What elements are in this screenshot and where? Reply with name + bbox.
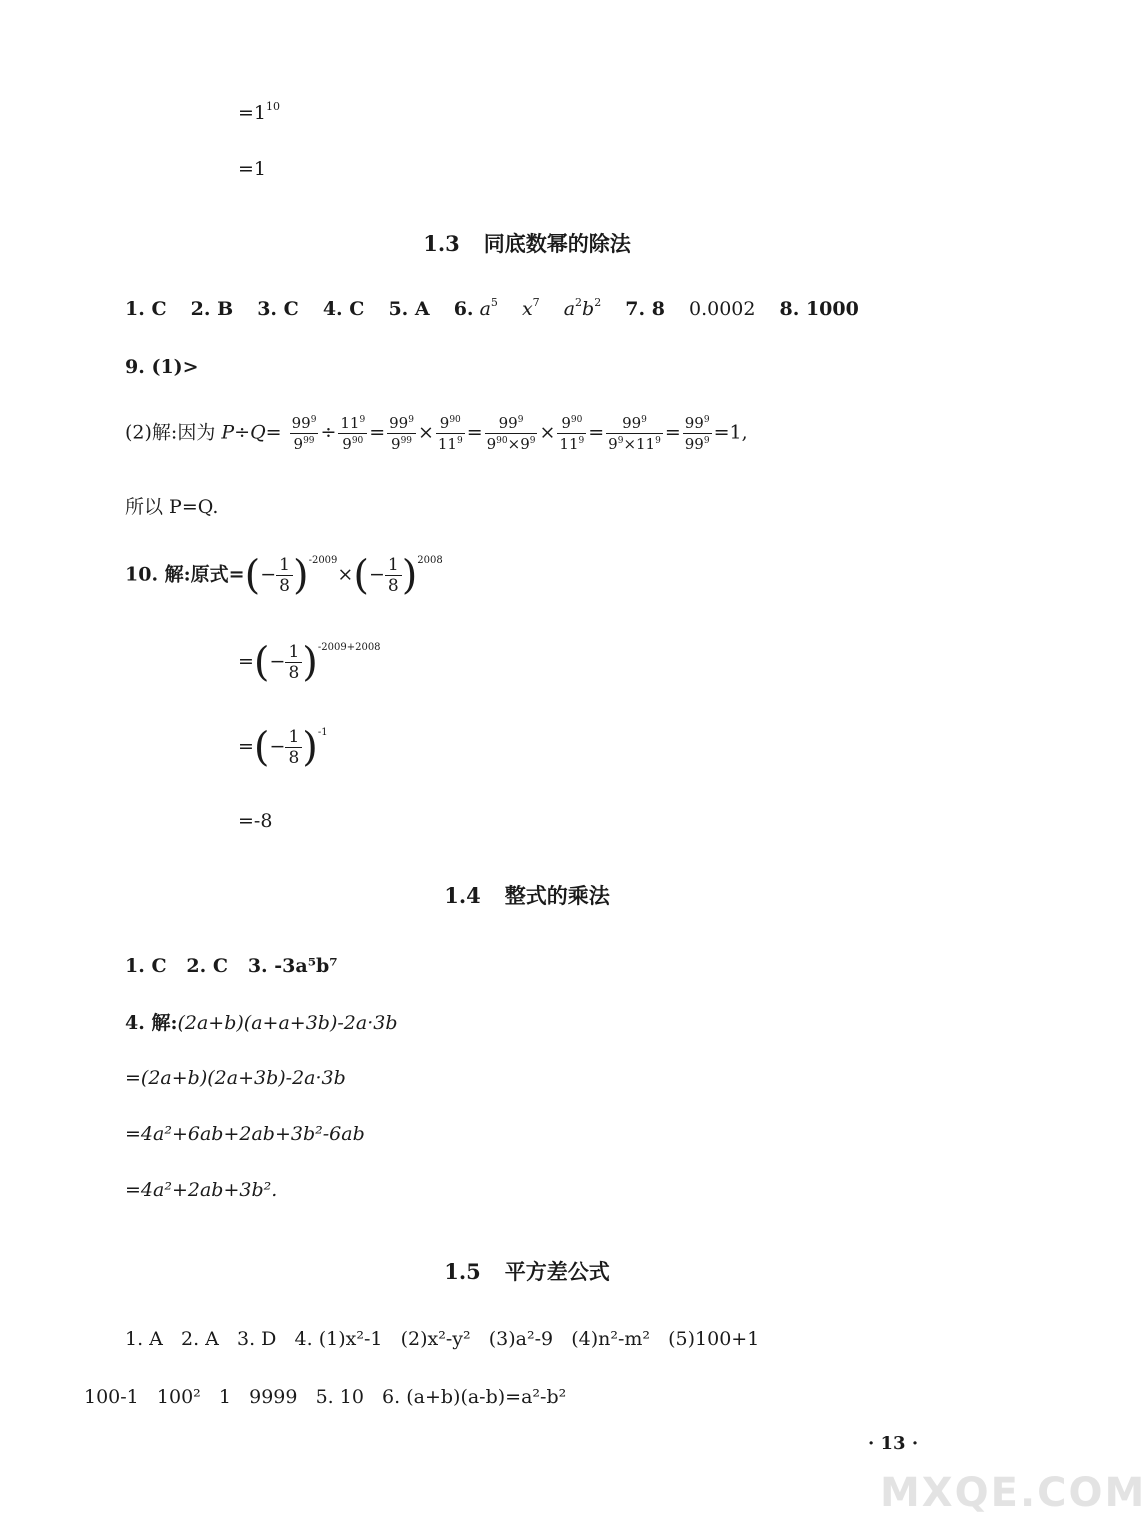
fraction: $\frac{99^9}{9^{99}}$	[389, 414, 414, 453]
s14-q4-line4: =4a²+2ab+3b².	[125, 1179, 278, 1201]
s14-q4-line1: 4. 解:(2a+b)(a+a+3b)-2a·3b	[125, 1012, 398, 1034]
s13-q9-conclusion: 所以 P=Q.	[125, 496, 219, 518]
fraction: $\frac{9^{90}}{11^9}$	[437, 414, 463, 453]
s13-q10-line1: 10. 解:原式=(− $\frac{1}{8}$ )$^{-2009}$×(− $\frac{1}{8}$ )$^{2008}$	[125, 552, 443, 599]
s13-q10-line3: =(− $\frac{1}{8}$ )$^{-1}$	[238, 724, 328, 771]
s15-answers-line2: 100-1 100² 1 9999 5. 10 6. (a+b)(a-b)=a²-b²	[84, 1386, 567, 1408]
s13-q9-part2: (2)解:因为 P÷Q= $\frac{99^9}{9^{99}}$ ÷ $\frac{11^9}{9^{90}}$ = $\frac{99^9}{9^{99}}$ × $\frac{9^{90}}{11^9}$ = $\frac{99^9}{9^{90}\times 9^9}$ × $\frac{9^{90}}{11^9}$ = $\frac{99^9}{9^9\times 11^9}$ = $\frac{99^9}{99^9}$ =1,	[125, 414, 748, 453]
s13-q9-part1: 9. (1)>	[125, 356, 199, 378]
step-line-1: $=1^{10}$	[238, 100, 281, 124]
section-heading-1-4: 1.4 整式的乘法	[444, 883, 610, 908]
s13-q10-line2: =(− $\frac{1}{8}$ )$^{-2009+2008}$	[238, 639, 381, 686]
fraction: $\frac{11^9}{9^{90}}$	[340, 414, 366, 453]
step-line-2: =1	[238, 158, 267, 180]
s14-answers: 1. C 2. C 3. -3a⁵b⁷	[125, 955, 338, 977]
watermark-logo: MXQE.COM	[880, 1470, 1146, 1516]
s15-answers-line1: 1. A 2. A 3. D 4. (1)x²-1 (2)x²-y² (3)a²-9 (4)n²-m² (5)100+1	[125, 1328, 760, 1350]
section-heading-1-3: 1.3 同底数幂的除法	[423, 231, 631, 256]
page-number: · 13 ·	[868, 1433, 919, 1454]
fraction: $\frac{99^9}{9^9\times 11^9}$	[608, 414, 661, 453]
s14-q4-line3: =4a²+6ab+2ab+3b²-6ab	[125, 1123, 365, 1145]
s13-answers: 1. C 2. B 3. C 4. C 5. A 6. $a^5$ $x^7$ $a^2b^2$ 7. 8 0.0002 8. 1000	[125, 296, 859, 320]
fraction: $\frac{9^{90}}{11^9}$	[559, 414, 585, 453]
s13-q10-result: =-8	[238, 810, 273, 832]
fraction: $\frac{99^9}{99^9}$	[684, 414, 710, 453]
fraction: $\frac{99^9}{9^{99}}$	[291, 414, 317, 453]
s14-q4-line2: =(2a+b)(2a+3b)-2a·3b	[125, 1067, 346, 1089]
fraction: $\frac{99^9}{9^{90}\times 9^9}$	[486, 414, 536, 453]
section-heading-1-5: 1.5 平方差公式	[444, 1259, 610, 1284]
